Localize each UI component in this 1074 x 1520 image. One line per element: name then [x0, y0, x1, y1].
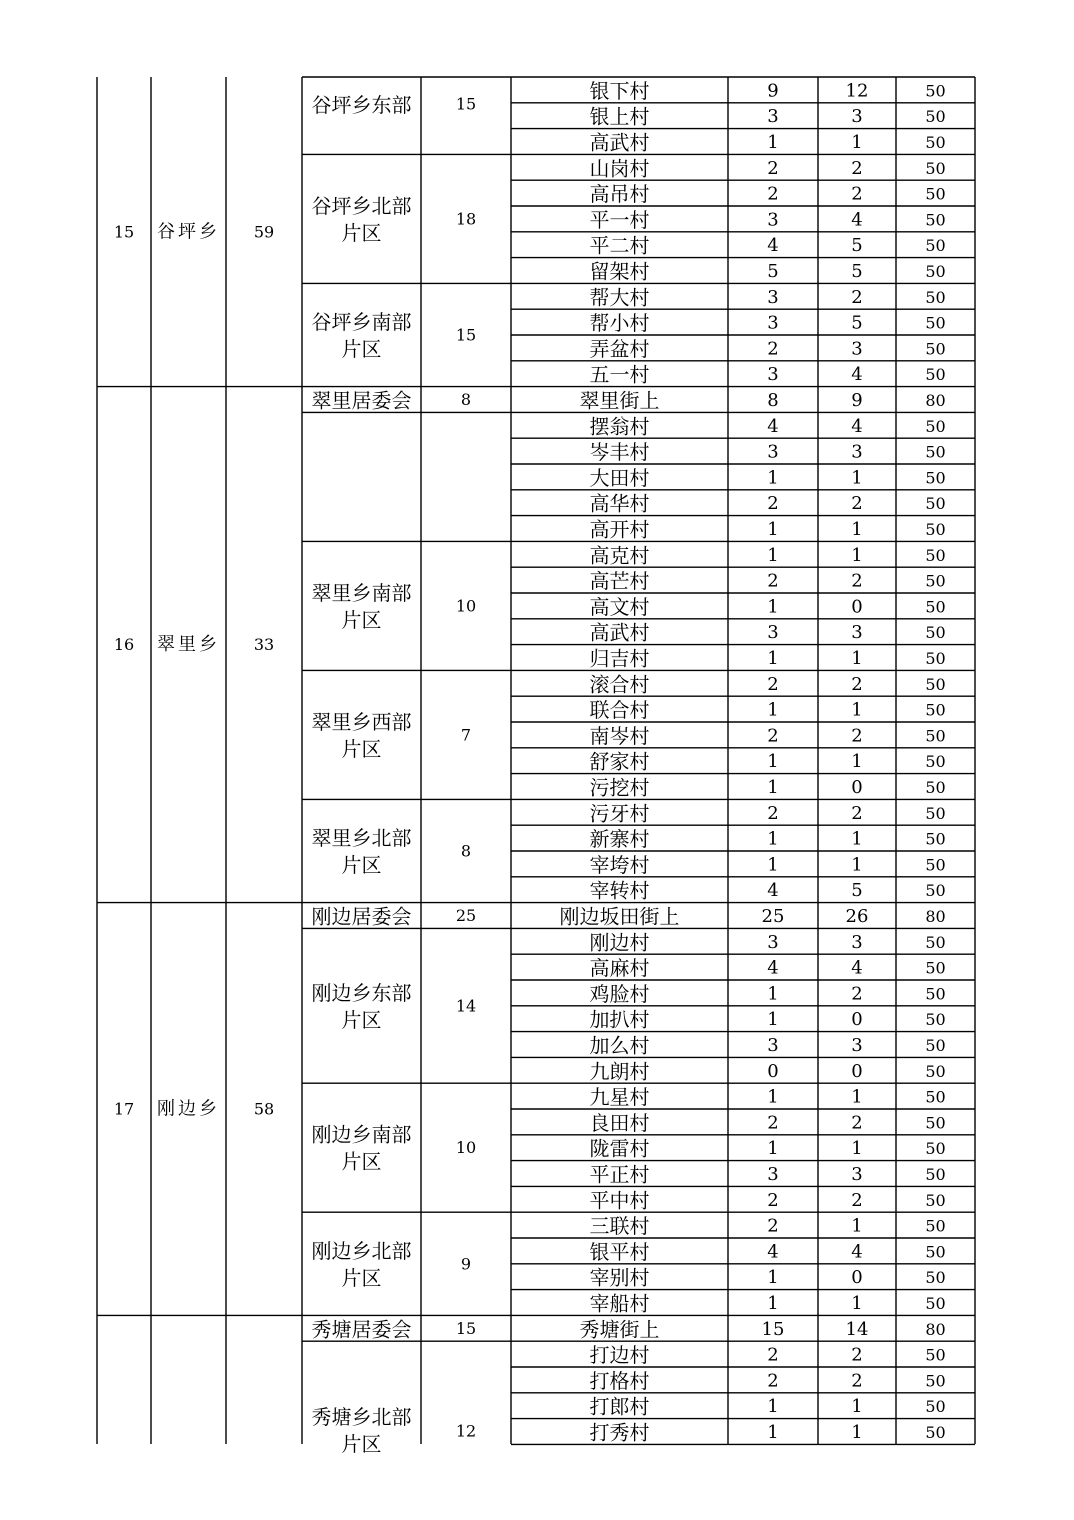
village-value-b: 2: [851, 983, 863, 1005]
village-name: 山岗村: [589, 156, 650, 181]
village-name: 高开村: [589, 517, 650, 542]
village-value-c: 50: [925, 1216, 946, 1236]
village-value-b: 5: [851, 261, 863, 282]
area-name-suffix: 片区: [341, 337, 382, 361]
village-value-c: 50: [925, 1371, 946, 1391]
village-value-a: 2: [767, 725, 779, 747]
village-name: 高武村: [589, 130, 650, 155]
village-name: 滚合村: [589, 672, 650, 697]
village-value-b: 14: [845, 1318, 869, 1340]
village-value-c: 50: [925, 752, 946, 772]
village-value-c: 50: [925, 262, 946, 281]
village-value-c: 50: [925, 545, 946, 565]
village-value-a: 1: [767, 1422, 779, 1443]
village-value-a: 1: [767, 1086, 779, 1108]
village-value-b: 2: [851, 157, 863, 179]
village-name: 平正村: [589, 1162, 650, 1187]
village-name: 宰垮村: [589, 852, 650, 877]
village-name: 岑丰村: [589, 440, 650, 465]
village-name: 高芒村: [589, 569, 650, 594]
village-value-a: 3: [767, 1164, 779, 1185]
village-value-b: 1: [851, 519, 863, 540]
village-value-c: 50: [925, 932, 946, 952]
village-value-a: 1: [767, 596, 779, 618]
village-value-c: 50: [925, 107, 946, 127]
village-value-c: 50: [925, 520, 946, 539]
village-value-b: 26: [845, 906, 869, 927]
village-value-a: 4: [767, 235, 779, 257]
village-value-c: 50: [925, 236, 946, 256]
village-value-c: 50: [925, 365, 946, 385]
area-count: 25: [455, 906, 477, 925]
village-value-a: 1: [767, 751, 779, 773]
area-count: 10: [455, 596, 477, 616]
village-name: 秀塘街上: [579, 1317, 660, 1342]
village-value-a: 4: [767, 1241, 779, 1263]
village-name: 良田村: [589, 1110, 650, 1135]
village-value-b: 9: [851, 390, 863, 411]
area-name: 翠里乡西部: [311, 709, 412, 734]
village-value-c: 80: [925, 907, 946, 926]
village-value-b: 0: [851, 1060, 863, 1082]
village-value-a: 1: [767, 699, 779, 721]
village-value-a: 2: [767, 570, 779, 592]
village-value-a: 3: [767, 441, 779, 463]
village-name: 南岑村: [589, 723, 650, 748]
village-value-b: 1: [851, 544, 863, 566]
area-name-suffix: 片区: [341, 607, 382, 632]
township-name: 翠里乡: [157, 634, 220, 656]
village-name: 平中村: [589, 1188, 650, 1213]
village-value-c: 50: [925, 649, 946, 668]
village-value-b: 0: [851, 1267, 863, 1289]
area-name-suffix: 片区: [341, 853, 382, 877]
area-name: 刚边乡南部: [311, 1122, 412, 1147]
village-name: 陇雷村: [589, 1136, 650, 1161]
village-value-b: 2: [851, 183, 863, 205]
village-value-b: 0: [851, 1009, 863, 1031]
village-name: 宰别村: [589, 1265, 650, 1290]
village-value-a: 3: [767, 106, 779, 128]
village-value-c: 80: [925, 391, 946, 410]
village-value-a: 1: [767, 1293, 779, 1314]
village-value-c: 50: [925, 494, 946, 514]
village-value-c: 50: [925, 1190, 946, 1210]
village-value-b: 1: [851, 1138, 863, 1160]
area-name: 翠里乡南部: [311, 580, 412, 605]
village-value-a: 9: [767, 80, 779, 102]
village-value-b: 1: [851, 467, 863, 489]
village-value-a: 3: [767, 622, 779, 644]
village-value-a: 25: [761, 906, 785, 927]
township-number: 15: [113, 222, 135, 242]
village-value-b: 1: [851, 699, 863, 721]
village-value-a: 2: [767, 673, 779, 695]
village-value-b: 3: [851, 106, 863, 128]
village-value-b: 12: [845, 80, 869, 102]
village-value-b: 5: [851, 880, 863, 902]
village-name: 帮小村: [589, 311, 650, 336]
village-value-a: 0: [767, 1060, 779, 1082]
village-value-a: 15: [761, 1318, 785, 1340]
village-name: 三联村: [589, 1214, 650, 1239]
village-value-c: 50: [925, 1087, 946, 1107]
village-value-b: 3: [851, 338, 863, 360]
village-value-a: 4: [767, 415, 779, 437]
village-name: 高华村: [589, 491, 650, 516]
village-value-a: 5: [767, 261, 779, 282]
village-value-c: 50: [925, 597, 946, 617]
village-value-b: 1: [851, 1293, 863, 1314]
village-name: 留架村: [589, 259, 650, 284]
area-count: 14: [455, 996, 477, 1016]
village-name: 加扒村: [589, 1007, 650, 1032]
village-value-a: 2: [767, 338, 779, 360]
village-value-a: 1: [767, 544, 779, 566]
area-name: 谷坪乡北部: [311, 193, 412, 218]
village-name: 银上村: [589, 104, 650, 129]
village-value-c: 50: [925, 623, 946, 643]
village-name: 平一村: [589, 207, 650, 232]
village-value-b: 2: [851, 1344, 863, 1366]
village-value-b: 1: [851, 648, 863, 669]
village-value-b: 2: [851, 493, 863, 515]
village-value-c: 50: [925, 803, 946, 823]
village-value-b: 1: [851, 854, 863, 876]
area-name: 翠里乡北部: [311, 826, 412, 850]
township-name: 谷坪乡: [157, 221, 220, 243]
village-value-c: 80: [925, 1319, 946, 1339]
village-value-b: 4: [851, 209, 863, 231]
area-count: 15: [455, 94, 477, 114]
village-value-a: 2: [767, 1215, 779, 1237]
village-value-a: 4: [767, 880, 779, 902]
village-name: 打秀村: [589, 1420, 650, 1445]
village-value-b: 2: [851, 1370, 863, 1392]
village-name: 打边村: [589, 1343, 650, 1368]
village-value-b: 3: [851, 441, 863, 463]
village-name: 联合村: [589, 698, 650, 723]
village-value-c: 50: [925, 726, 946, 746]
village-value-b: 5: [851, 312, 863, 334]
area-name: 刚边居委会: [311, 904, 412, 929]
village-value-c: 50: [925, 1397, 946, 1417]
village-value-b: 2: [851, 1112, 863, 1134]
village-value-b: 1: [851, 132, 863, 153]
village-value-c: 50: [925, 1268, 946, 1288]
village-value-b: 3: [851, 622, 863, 644]
area-count: 15: [455, 325, 477, 345]
village-value-c: 50: [925, 158, 946, 178]
village-value-a: 2: [767, 157, 779, 179]
village-value-c: 50: [925, 339, 946, 359]
area-name: 谷坪乡东部: [311, 93, 412, 117]
village-value-a: 3: [767, 312, 779, 334]
village-name: 污挖村: [589, 775, 650, 800]
village-value-c: 50: [925, 1165, 946, 1184]
village-value-b: 4: [851, 415, 863, 437]
area-name: 秀塘乡北部: [311, 1405, 412, 1430]
village-value-b: 4: [851, 957, 863, 979]
village-value-a: 3: [767, 364, 779, 386]
village-value-b: 1: [851, 1422, 863, 1443]
village-name: 鸡脸村: [589, 981, 650, 1006]
village-value-a: 2: [767, 1112, 779, 1134]
area-name: 刚边乡北部: [311, 1238, 412, 1263]
township-name: 刚边乡: [157, 1098, 220, 1120]
village-value-a: 1: [767, 1396, 779, 1418]
village-value-b: 1: [851, 751, 863, 773]
village-name: 舒家村: [589, 749, 650, 774]
village-name: 高文村: [589, 594, 650, 619]
village-value-c: 50: [925, 442, 946, 462]
village-value-b: 4: [851, 364, 863, 386]
village-value-a: 1: [767, 1138, 779, 1160]
village-value-c: 50: [925, 674, 946, 694]
village-value-a: 1: [767, 132, 779, 153]
village-name: 加么村: [589, 1033, 650, 1058]
village-value-c: 50: [925, 1113, 946, 1133]
village-value-c: 50: [925, 184, 946, 204]
village-name: 宰船村: [589, 1291, 650, 1316]
village-value-a: 2: [767, 1344, 779, 1366]
village-name: 大田村: [589, 465, 650, 490]
village-value-c: 50: [925, 313, 946, 333]
area-name-suffix: 片区: [341, 1432, 382, 1457]
village-value-a: 1: [767, 854, 779, 876]
village-name: 平二村: [589, 233, 650, 258]
village-value-c: 50: [925, 1294, 946, 1313]
village-value-a: 2: [767, 493, 779, 515]
village-value-b: 1: [851, 1086, 863, 1108]
village-value-c: 50: [925, 210, 946, 230]
village-value-a: 2: [767, 1370, 779, 1392]
village-value-c: 50: [925, 81, 946, 101]
village-value-a: 2: [767, 183, 779, 205]
village-value-a: 1: [767, 828, 779, 850]
village-name: 高麻村: [589, 956, 650, 981]
village-name: 刚边村: [589, 930, 650, 955]
village-value-c: 50: [925, 700, 946, 720]
village-value-b: 2: [851, 802, 863, 824]
area-count: 12: [455, 1421, 477, 1441]
village-value-b: 3: [851, 931, 863, 953]
village-value-c: 50: [925, 468, 946, 488]
village-value-c: 50: [925, 1061, 946, 1081]
village-value-a: 1: [767, 648, 779, 669]
village-value-a: 2: [767, 1189, 779, 1211]
village-name: 九星村: [589, 1085, 650, 1110]
area-name: 翠里居委会: [311, 388, 412, 413]
village-value-a: 1: [767, 1267, 779, 1289]
village-value-c: 50: [925, 829, 946, 849]
village-value-a: 1: [767, 983, 779, 1005]
village-name: 银平村: [589, 1239, 650, 1264]
village-name: 刚边坂田街上: [559, 904, 680, 929]
village-value-c: 50: [925, 1139, 946, 1159]
village-value-c: 50: [925, 287, 946, 307]
village-value-a: 1: [767, 777, 779, 798]
area-count: 10: [455, 1138, 477, 1158]
village-value-c: 50: [925, 778, 946, 797]
village-value-c: 50: [925, 571, 946, 591]
village-value-a: 2: [767, 802, 779, 824]
village-name: 高武村: [589, 620, 650, 645]
area-name-suffix: 片区: [341, 1007, 382, 1032]
village-value-b: 5: [851, 235, 863, 257]
village-value-b: 1: [851, 1396, 863, 1418]
area-name: 秀塘居委会: [311, 1317, 412, 1342]
village-value-a: 1: [767, 1009, 779, 1031]
village-name: 银下村: [589, 78, 650, 103]
township-total: 33: [253, 635, 275, 655]
township-number: 17: [113, 1099, 135, 1119]
village-name: 弄盆村: [589, 336, 650, 361]
village-value-a: 3: [767, 209, 779, 231]
village-name: 翠里街上: [579, 388, 660, 413]
area-name-suffix: 片区: [341, 220, 382, 245]
village-value-c: 50: [925, 133, 946, 152]
village-value-b: 4: [851, 1241, 863, 1263]
area-name-suffix: 片区: [341, 1265, 382, 1290]
village-value-a: 4: [767, 957, 779, 979]
area-name: 刚边乡东部: [311, 980, 412, 1005]
village-name: 归吉村: [589, 646, 650, 671]
village-value-b: 0: [851, 596, 863, 618]
village-value-c: 50: [925, 416, 946, 436]
village-name: 高克村: [589, 543, 650, 568]
village-name: 摆翁村: [589, 414, 650, 439]
village-value-b: 2: [851, 286, 863, 308]
village-value-c: 50: [925, 984, 946, 1004]
village-value-b: 1: [851, 1215, 863, 1237]
village-name: 打格村: [589, 1368, 650, 1393]
area-count: 7: [460, 725, 472, 745]
village-name: 高吊村: [589, 182, 650, 207]
area-count: 8: [460, 390, 472, 409]
village-value-a: 3: [767, 931, 779, 953]
township-total: 59: [253, 222, 275, 242]
village-name: 帮大村: [589, 285, 650, 310]
village-value-c: 50: [925, 881, 946, 901]
village-value-c: 50: [925, 1036, 946, 1055]
village-value-b: 1: [851, 828, 863, 850]
village-value-b: 2: [851, 673, 863, 695]
village-value-c: 50: [925, 855, 946, 875]
village-name: 宰转村: [589, 878, 650, 903]
village-value-c: 50: [925, 1423, 946, 1442]
area-name-suffix: 片区: [341, 736, 382, 761]
village-value-a: 3: [767, 1035, 779, 1056]
village-value-a: 1: [767, 519, 779, 540]
area-name-suffix: 片区: [341, 1149, 382, 1174]
village-name: 打郎村: [589, 1394, 650, 1419]
village-value-b: 2: [851, 570, 863, 592]
village-value-b: 3: [851, 1164, 863, 1185]
village-value-b: 0: [851, 777, 863, 798]
village-value-c: 50: [925, 1242, 946, 1262]
village-value-b: 2: [851, 725, 863, 747]
village-value-c: 50: [925, 1345, 946, 1365]
village-value-a: 8: [767, 390, 779, 411]
village-value-a: 1: [767, 467, 779, 489]
area-name: 谷坪乡南部: [311, 310, 412, 334]
village-name: 九朗村: [589, 1059, 650, 1084]
township-number: 16: [113, 635, 135, 655]
village-value-b: 3: [851, 1035, 863, 1056]
area-count: 18: [455, 209, 477, 229]
village-value-b: 2: [851, 1189, 863, 1211]
village-name: 污牙村: [589, 801, 650, 826]
village-value-c: 50: [925, 958, 946, 978]
area-count: 9: [460, 1254, 472, 1274]
village-name: 新寨村: [589, 827, 650, 852]
area-count: 15: [455, 1318, 477, 1338]
village-value-a: 3: [767, 286, 779, 308]
area-count: 8: [460, 841, 472, 861]
village-name: 五一村: [589, 362, 650, 387]
township-total: 58: [253, 1099, 275, 1119]
village-value-c: 50: [925, 1010, 946, 1030]
